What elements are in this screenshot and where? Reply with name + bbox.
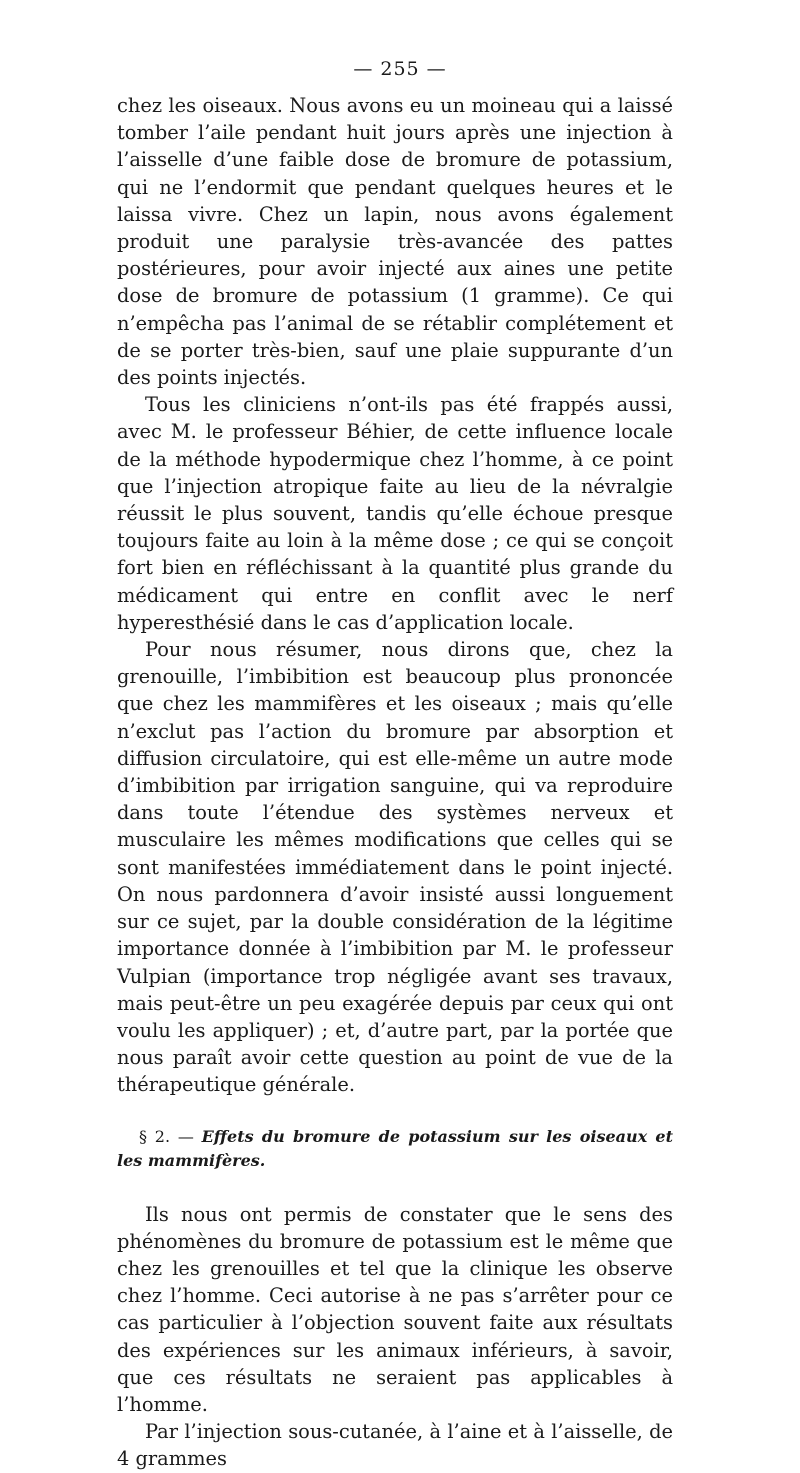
paragraph-4: Ils nous ont permis de constater que le sens des phénomènes du bromure de potassium est le même que chez les grenouilles et tel que la clinique les observe chez l’homme. Ceci autorise à ne pas s’arrêter pour ce cas particulier à l’objection souvent faite aux résultats des expériences sur les animaux inférieurs, à savoir, que ces résultats ne seraient pas applicables à l’homme.: [117, 1202, 673, 1416]
page-number: — 255 —: [353, 58, 447, 80]
paragraph-2: Tous les cliniciens n’ont-ils pas été frappés aussi, avec M. le professeur Béhier, de cette influence locale de la méthode hypodermique chez l’homme, à ce point que l’injection atropique faite au lieu de la névralgie réussit le plus souvent, tandis qu’elle échoue presque toujours faite au loin à la même dose ; ce qui se conçoit fort bien en réfléchissant à la quantité plus grande du médicament qui entre en conflit avec le nerf hyperesthésié dans le cas d’application locale.: [117, 393, 673, 634]
section-number: 2. —: [154, 1126, 194, 1146]
page-body: [117, 92, 673, 1473]
paragraph-3: Pour nous résumer, nous dirons que, chez la grenouille, l’imbibition est beaucoup plus prononcée que chez les mammifères et les oiseaux ; mais qu’elle n’exclut pas l’action du bromure par absorption et diffusion circulatoire, qui est elle-même un autre mode d’imbibition par irrigation sanguine, qui va reproduire dans toute l’étendue des systèmes nerveux et musculaire les mêmes modifications que celles qui se sont manifestées immédiatement dans le point injecté. On nous pardonnera d’avoir insisté aussi longuement sur ce sujet, par la double considération de la légitime importance donnée à l’imbibition par M. le professeur Vulpian (importance trop négligée avant ses travaux, mais peut-être un peu exagérée depuis par ceux qui ont voulu les appliquer) ; et, d’autre part, par la portée que nous paraît avoir cette question au point de vue de la thérapeutique générale.: [117, 638, 673, 1097]
paragraph-5: Par l’injection sous-cutanée, à l’aine et à l’aisselle, de 4 grammes: [117, 1420, 673, 1471]
paragraph-1: chez les oiseaux. Nous avons eu un moineau qui a laissé tomber l’aile pendant huit jours après une injection à l’aisselle d’une faible dose de bromure de potassium, qui ne l’endormit que pendant quelques heures et le laissa vivre. Chez un lapin, nous avons également produit une paralysie très-avancée des pattes postérieures, pour avoir injecté aux aines une petite dose de bromure de potassium (1 gramme). Ce qui n’empêcha pas l’animal de se rétablir complétement et de se porter très-bien, sauf une plaie suppurante d’un des points injectés.: [117, 94, 673, 390]
section-symbol: §: [139, 1126, 147, 1146]
section-title: Effets du bromure de potassium sur les oiseaux et les mammifères.: [117, 1126, 673, 1170]
section-heading: [117, 1125, 673, 1173]
